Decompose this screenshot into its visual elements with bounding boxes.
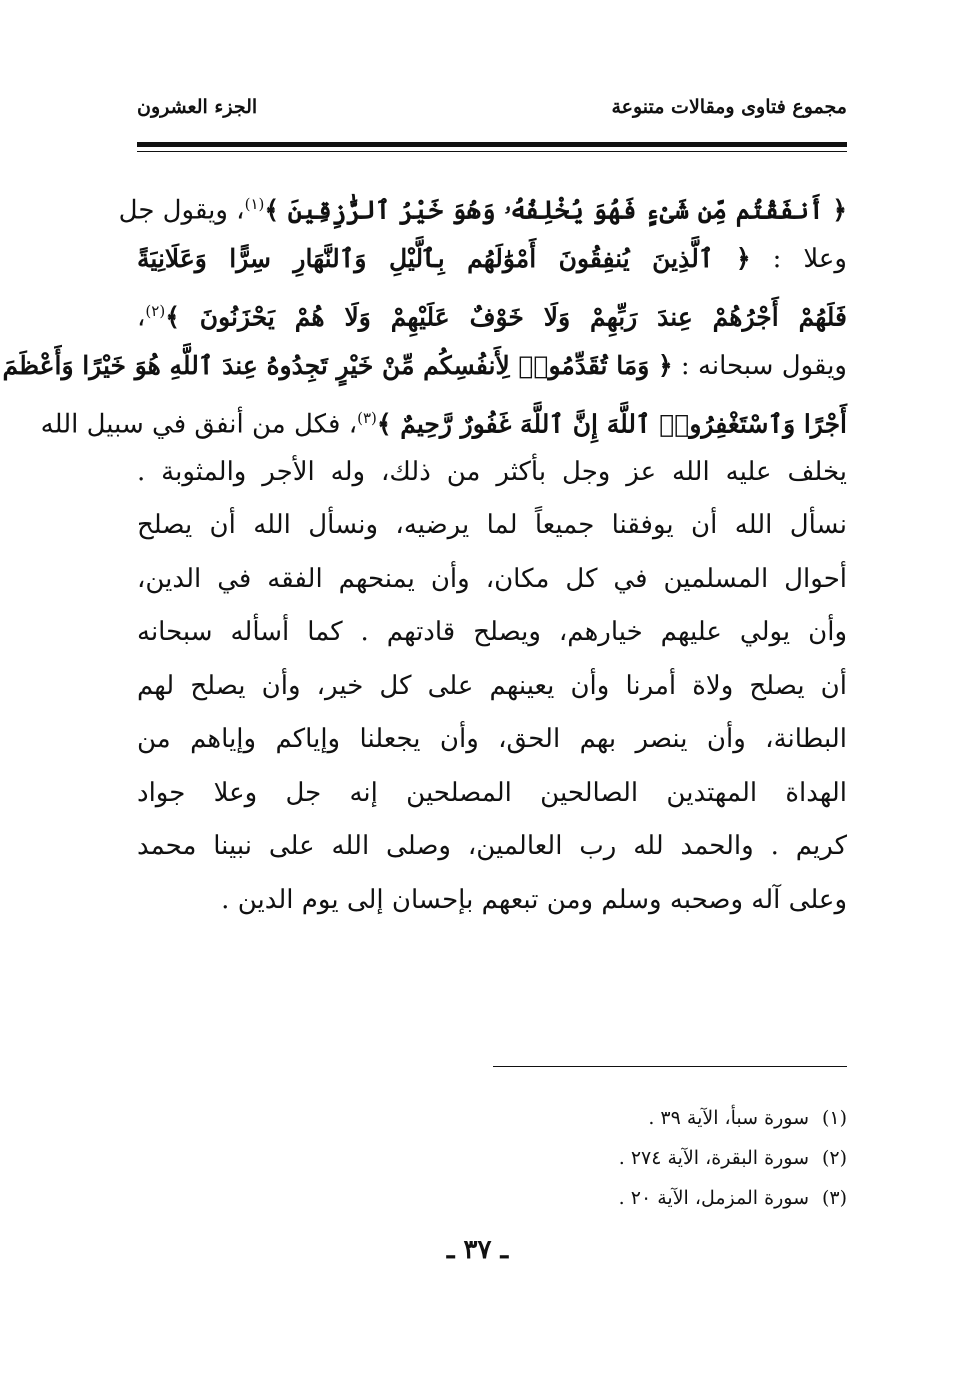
- line-text: ، ويقول جل: [118, 195, 245, 226]
- footnote-number: (٣): [821, 1187, 847, 1209]
- footnote-ref: (١): [244, 195, 265, 213]
- line-text: ويقول سبحانه :: [672, 350, 847, 381]
- quran-verse: ﴿ أَنفَقْتُم مِّن شَىْءٍ فَهُوَ يُخْلِفُهُۥ وَهُوَ خَيْرُ ٱلرَّٰزِقِينَ ﴾: [264, 195, 847, 225]
- footnote-text: سورة المزمل، الآية ٢٠ .: [618, 1187, 809, 1209]
- text-line: يخلف عليه الله عز وجل بأكثر من ذلك، وله الأجر والمثوبة .: [137, 456, 847, 487]
- text-line: [40, 392, 847, 446]
- quran-verse: ﴿ ٱلَّذِينَ يُنفِقُونَ أَمْوَٰلَهُم بِٱلَّيْلِ وَٱلنَّهَارِ سِرًّا وَعَلَانِيَةً: [137, 243, 751, 273]
- footnote-text: سورة البقرة، الآية ٢٧٤ .: [618, 1147, 809, 1169]
- text-line: أن يصلح ولاة أمرنا وأن يعينهم على كل خير، وأن يصلح لهم: [137, 670, 847, 701]
- footnotes: [437, 1098, 847, 1218]
- header-rule-thick: [137, 142, 847, 147]
- page-number: ـ ٣٧ ـ: [446, 1235, 509, 1265]
- footnote-number: (١): [821, 1107, 847, 1129]
- quran-verse: أَجْرًا وَٱسْتَغْفِرُوا۟ ٱللَّهَ إِنَّ ٱللَّهَ غَفُورٌ رَّحِيمٌ ﴾: [376, 409, 847, 439]
- footnote: [437, 1138, 847, 1178]
- footnote-number: (٢): [821, 1147, 847, 1169]
- text-line: نسأل الله أن يوفقنا جميعاً لما يرضيه، ونسأل الله أن يصلح: [137, 510, 847, 540]
- volume-label: الجزء العشرون: [137, 96, 258, 118]
- header-rule-thin: [137, 151, 847, 152]
- text-line: [137, 285, 847, 339]
- line-text: ،: [137, 302, 146, 333]
- footnote-separator: [493, 1066, 847, 1067]
- footnote: [437, 1178, 847, 1218]
- text-line: البطانة، وأن ينصر بهم الحق، وأن يجعلنا وإياكم وإياهم من: [137, 724, 847, 754]
- quran-verse: فَلَهُمْ أَجْرُهُمْ عِندَ رَبِّهِمْ وَلَا خَوْفٌ عَلَيْهِمْ وَلَا هُمْ يَحْزَنُونَ ﴾: [165, 302, 847, 332]
- footnote-ref: (٣): [357, 409, 377, 427]
- quran-verse: ﴿ وَمَا تُقَدِّمُوا۟ لِأَنفُسِكُم مِّنْ خَيْرٍ تَجِدُوهُ عِندَ ٱللَّهِ هُوَ خَيْرًا وَأَعْظَمَ: [2, 350, 673, 380]
- running-header: [137, 96, 847, 136]
- text-line: كريم . والحمد لله رب العالمين، وصلى الله على نبينا محمد: [137, 831, 847, 861]
- footnote-ref: (٢): [145, 302, 166, 320]
- text-line: [118, 178, 847, 232]
- line-text: ، فكل من أنفق في سبيل الله: [40, 409, 358, 440]
- text-line: وعلى آله وصحبه وسلم ومن تبعهم بإحسان إلى يوم الدين .: [221, 884, 847, 915]
- text-line: أحوال المسلمين في كل مكان، وأن يمنحهم الفقه في الدين،: [137, 563, 847, 594]
- footnote-text: سورة سبأ، الآية ٣٩ .: [648, 1107, 809, 1129]
- line-text: وعلا :: [750, 243, 847, 274]
- text-line: [2, 339, 847, 393]
- text-line: [137, 232, 847, 286]
- series-title: مجموع فتاوى ومقالات متنوعة: [611, 96, 847, 118]
- footnote: [437, 1098, 847, 1138]
- main-text: [2, 178, 847, 927]
- text-line: الهداة المهتدين الصالحين المصلحين إنه جل وعلا جواد: [137, 777, 847, 808]
- text-line: وأن يولي عليهم خيارهم، ويصلح قادتهم . كما أسأله سبحانه: [137, 617, 847, 647]
